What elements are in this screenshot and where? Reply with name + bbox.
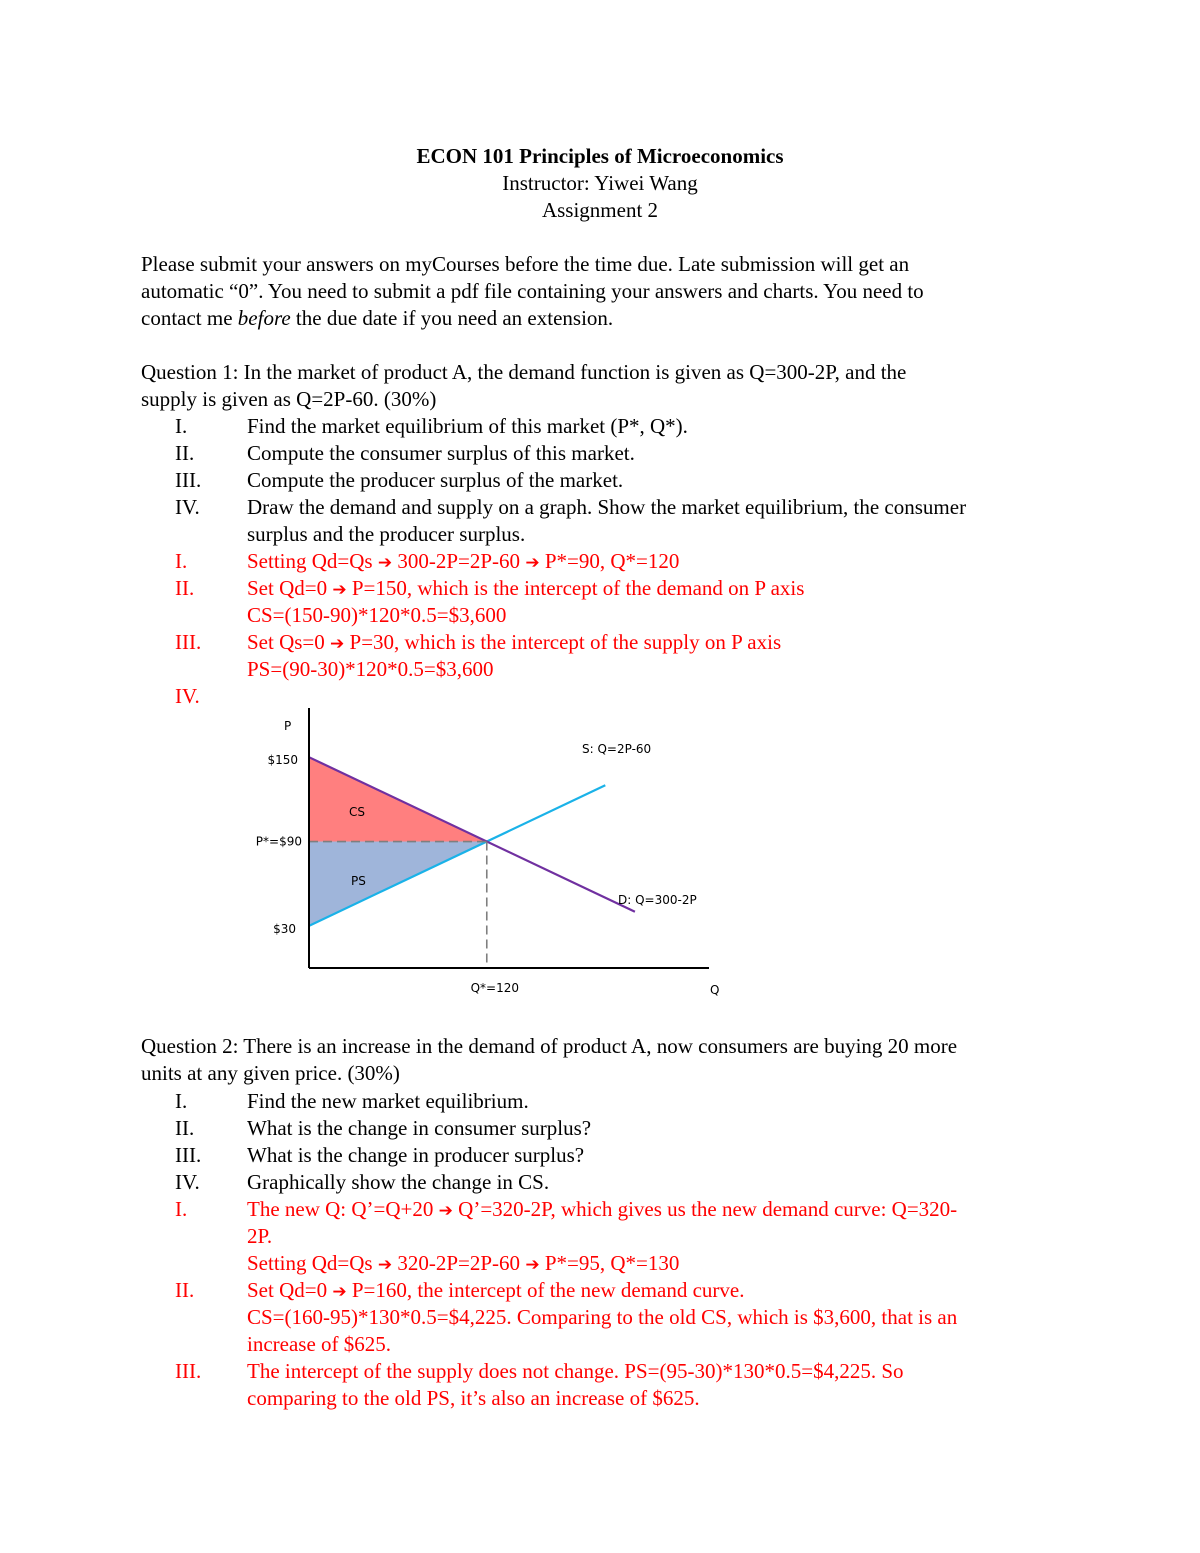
answer-segment: P=30, which is the intercept of the supply on P axis (344, 630, 782, 654)
answer-segment: 300-2P=2P-60 (392, 549, 526, 573)
tick-label-150: $150 (267, 753, 298, 768)
answer-text (247, 548, 1067, 577)
answer-number: III. (175, 1359, 202, 1383)
arrow-icon: ➔ (332, 1282, 347, 1302)
answer-text (247, 1277, 1067, 1306)
demand-label: D: Q=300-2P (618, 893, 697, 907)
course-title: ECON 101 Principles of Microeconomics (416, 144, 784, 168)
answer-text (247, 629, 1067, 658)
arrow-icon: ➔ (377, 1255, 393, 1275)
item-number: IV. (175, 1170, 200, 1194)
q2-item (141, 1169, 1071, 1196)
tick-label-30: $30 (273, 921, 296, 936)
item-text: Compute the producer surplus of the market. (247, 468, 624, 492)
answer-segment: P*=95, Q*=130 (539, 1251, 680, 1275)
item-number: IV. (175, 495, 200, 519)
supply-demand-chart (240, 700, 740, 1005)
q1-answer-1 (141, 548, 1071, 575)
q2-answer-1 (141, 1196, 1071, 1223)
answer-text: CS=(160-95)*130*0.5=$4,225. Comparing to the old CS, which is $3,600, that is an (247, 1305, 958, 1329)
q-axis-label: Q (710, 983, 720, 997)
assignment-title: Assignment 2 (541, 198, 659, 222)
arrow-icon: ➔ (330, 634, 345, 654)
tick-label-p-star: P*=$90 (255, 834, 302, 849)
answer-segment: Set Qs=0 (247, 630, 331, 654)
q1-item-continued (141, 521, 1071, 548)
answer-text: CS=(150-90)*120*0.5=$3,600 (247, 603, 507, 627)
q1-answer-3 (141, 629, 1071, 656)
item-text: What is the change in consumer surplus? (247, 1116, 592, 1140)
arrow-icon: ➔ (525, 1255, 540, 1275)
answer-number: IV. (175, 684, 200, 708)
arrow-icon: ➔ (438, 1201, 453, 1221)
item-number: II. (175, 441, 195, 465)
ps-label: PS (351, 874, 366, 888)
item-number: I. (175, 414, 188, 438)
answer-segment: P=150, which is the intercept of the demand on P axis (346, 576, 805, 600)
answer-segment: P=160, the intercept of the new demand curve. (346, 1278, 745, 1302)
item-text: Compute the consumer surplus of this market. (247, 441, 635, 465)
answer-number: II. (175, 576, 195, 600)
answer-text (247, 1250, 1067, 1279)
answer-segment: 320-2P=2P-60 (392, 1251, 526, 1275)
q2-answer-1-equilibrium (141, 1250, 1071, 1277)
item-text: Graphically show the change in CS. (247, 1170, 550, 1194)
item-text: surplus and the producer surplus. (247, 522, 526, 546)
q1-item (141, 413, 1071, 440)
p-axis-label: P (284, 719, 292, 733)
q1-prompt-line-1: Question 1: In the market of product A, the demand function is given as Q=300-2P, and the (141, 360, 907, 384)
answer-number: I. (175, 549, 188, 573)
q2-prompt-line-1: Question 2: There is an increase in the demand of product A, now consumers are buying 20 more (141, 1034, 958, 1058)
q2-answer-3 (141, 1358, 1071, 1385)
answer-segment: Setting Qd=Qs (247, 549, 378, 573)
answer-number: II. (175, 1278, 195, 1302)
item-text: Draw the demand and supply on a graph. Show the market equilibrium, the consumer (247, 495, 967, 519)
item-number: III. (175, 468, 202, 492)
item-text: Find the market equilibrium of this market (P*, Q*). (247, 414, 688, 438)
intro-line-2: automatic “0”. You need to submit a pdf file containing your answers and charts. You need to (141, 279, 924, 303)
answer-number: I. (175, 1197, 188, 1221)
q2-answer-1-cont (141, 1223, 1071, 1250)
q1-item (141, 494, 1071, 521)
answer-segment: Set Qd=0 (247, 1278, 333, 1302)
item-text: Find the new market equilibrium. (247, 1089, 529, 1113)
q2-item (141, 1088, 1071, 1115)
q1-item (141, 467, 1071, 494)
q2-prompt-line-2: units at any given price. (30%) (141, 1061, 400, 1085)
intro-line-1: Please submit your answers on myCourses before the time due. Late submission will get an (141, 252, 910, 276)
intro-line-3 (141, 305, 1071, 332)
arrow-icon: ➔ (377, 553, 393, 573)
q2-answer-2-cs (141, 1304, 1071, 1331)
q1-prompt-line-2: supply is given as Q=2P-60. (30%) (141, 387, 437, 411)
q1-item (141, 440, 1071, 467)
answer-segment: Set Qd=0 (247, 576, 333, 600)
answer-text: 2P. (247, 1224, 273, 1248)
answer-segment: The new Q: Q’=Q+20 (247, 1197, 439, 1221)
answer-segment: Setting Qd=Qs (247, 1251, 378, 1275)
item-text: What is the change in producer surplus? (247, 1143, 585, 1167)
intro-emphasis: before (237, 306, 291, 330)
q2-answer-2 (141, 1277, 1071, 1304)
intro-text: the due date if you need an extension. (290, 306, 614, 330)
arrow-icon: ➔ (332, 580, 347, 600)
q2-answer-2-cont (141, 1331, 1071, 1358)
tick-label-q-star: Q*=120 (470, 981, 519, 995)
answer-text: PS=(90-30)*120*0.5=$3,600 (247, 657, 494, 681)
item-number: II. (175, 1116, 195, 1140)
q2-item (141, 1115, 1071, 1142)
item-number: I. (175, 1089, 188, 1113)
q1-answer-2 (141, 575, 1071, 602)
answer-text (247, 575, 1067, 604)
answer-number: III. (175, 630, 202, 654)
instructor-line: Instructor: Yiwei Wang (502, 171, 698, 195)
answer-text: increase of $625. (247, 1332, 392, 1356)
item-number: III. (175, 1143, 202, 1167)
answer-text (247, 1196, 1067, 1225)
supply-label: S: Q=2P-60 (582, 742, 652, 756)
answer-text: comparing to the old PS, it’s also an increase of $625. (247, 1386, 700, 1410)
intro-text: contact me (141, 306, 238, 330)
q2-item (141, 1142, 1071, 1169)
answer-text: The intercept of the supply does not change. PS=(95-30)*130*0.5=$4,225. So (247, 1359, 904, 1383)
q1-answer-2-cs (141, 602, 1071, 629)
q2-answer-3-cont (141, 1385, 1071, 1412)
answer-segment: P*=90, Q*=120 (539, 549, 680, 573)
cs-label: CS (349, 805, 365, 819)
answer-segment: Q’=320-2P, which gives us the new demand curve: Q=320- (452, 1197, 958, 1221)
q1-answer-3-ps (141, 656, 1071, 683)
arrow-icon: ➔ (525, 553, 540, 573)
